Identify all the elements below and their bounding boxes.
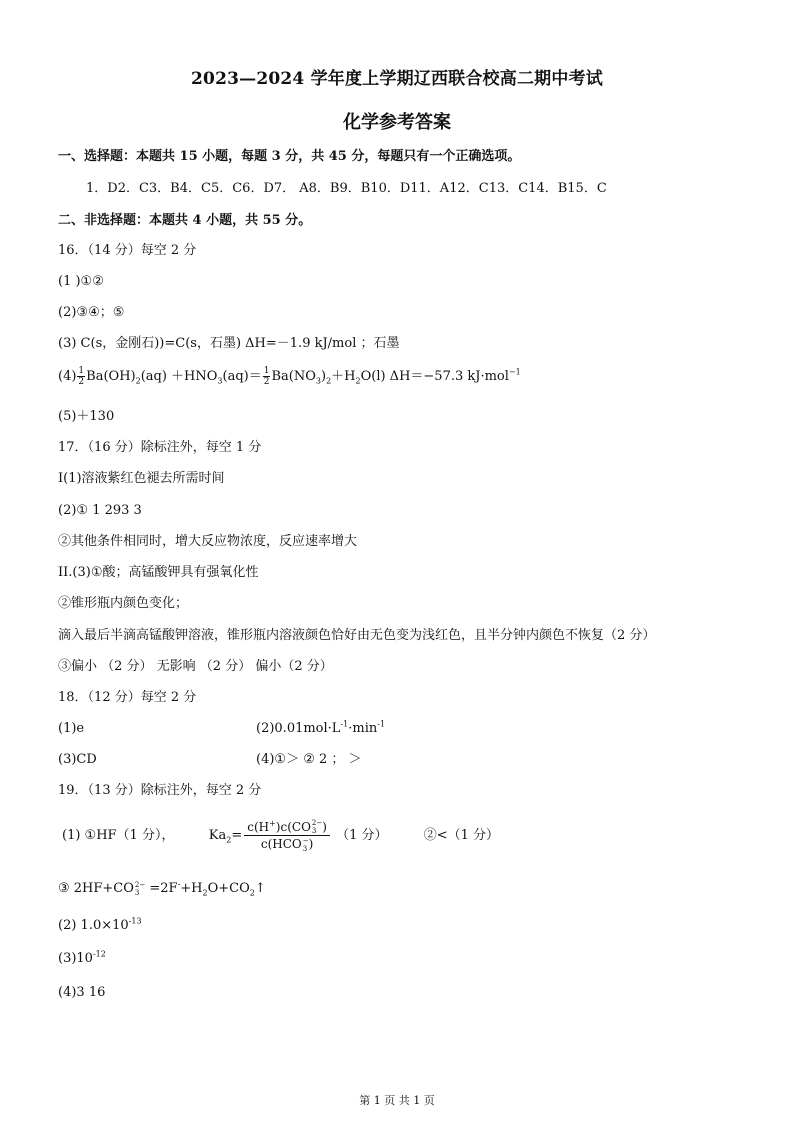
formula-part: O(l) ΔH＝−57.3 kJ·mol xyxy=(360,369,509,384)
q19-answer-3 xyxy=(58,950,106,968)
q18-header: 18．（12 分）每空 2 分 xyxy=(58,690,197,705)
half-fraction xyxy=(77,366,85,387)
formula-part: Ba(OH) xyxy=(86,369,136,384)
page-title: 2023—2024 学年度上学期辽西联合校高二期中考试 xyxy=(191,69,603,89)
q18-answer-4: (4)①＞ ② 2 ； ＞ xyxy=(256,752,362,767)
formula-subscript: 2 xyxy=(355,376,361,386)
formula-part: ) xyxy=(322,819,327,834)
ion-charge-stack xyxy=(312,819,322,835)
q17-i2b: ②其他条件相同时，增大反应物浓度，反应速率增大 xyxy=(58,534,358,549)
unit-exponent: -1 xyxy=(377,719,386,729)
formula-subscript: 2 xyxy=(249,888,255,898)
formula-part: c(H xyxy=(247,819,270,834)
formula-part: (aq) ＋HNO xyxy=(140,369,218,384)
fraction-numerator: 1 xyxy=(78,366,85,376)
q19-a1-part2: ②<（1 分） xyxy=(423,828,500,843)
charge: 2− xyxy=(311,819,323,827)
q19-answer-4: (4)3 16 xyxy=(58,985,106,1000)
q16-a4-label: (4) xyxy=(58,369,77,384)
formula-part: Ba(NO xyxy=(271,369,316,384)
formula-part: (aq)＝ xyxy=(222,369,262,384)
q16-answer-3: (3) C(s，金刚石))=C(s，石墨) ΔH=－1.9 kJ/mol ；石墨 xyxy=(58,336,400,351)
ka-subscript: 2 xyxy=(226,835,232,845)
formula-part: +H xyxy=(180,881,203,896)
q16-answer-5: (5)＋130 xyxy=(58,409,115,424)
formula-part: ③ 2HF+CO xyxy=(58,881,134,896)
charge: − xyxy=(302,836,309,845)
q17-header: 17．（16 分）除标注外，每空 1 分 xyxy=(58,440,262,455)
q17-ii3d: ③偏小 （2 分） 无影响 （2 分） 偏小（2 分） xyxy=(58,659,333,674)
q17-i2: (2)① 1 293 3 xyxy=(58,503,142,518)
formula-part: ) xyxy=(308,837,314,851)
q16-answer-1: (1 )①② xyxy=(58,274,104,289)
q16-header: 16．（14 分）每空 2 分 xyxy=(58,243,197,258)
formula-subscript: 3 xyxy=(217,376,223,386)
section1-heading: 一、选择题：本题共 15 小题，每题 3 分，共 45 分，每题只有一个正确选项。 xyxy=(58,149,521,164)
q17-i1: I(1)溶液紫红色褪去所需时间 xyxy=(58,471,225,486)
fraction-denominator: 2 xyxy=(263,377,270,387)
value: (2) 1.0×10 xyxy=(58,918,129,933)
section2-heading: 二、非选择题：本题共 4 小题，共 55 分。 xyxy=(58,213,312,228)
q19-header: 19．（13 分）除标注外，每空 2 分 xyxy=(58,783,262,798)
formula-subscript: 2 xyxy=(135,376,141,386)
half-fraction xyxy=(263,366,271,387)
rate-unit: ·min xyxy=(348,721,378,736)
exponent: -12 xyxy=(92,949,106,959)
q19-answer-2 xyxy=(58,917,142,935)
q16-answer-4 xyxy=(58,366,521,387)
fraction-denominator: 2 xyxy=(78,377,85,387)
gas-arrow: ↑ xyxy=(254,881,266,896)
exponent: -13 xyxy=(128,916,142,926)
subscript: 3 xyxy=(302,844,308,853)
subscript: 3 xyxy=(311,827,317,835)
q18-answer-1: (1)e xyxy=(58,721,85,736)
ion-charge-stack xyxy=(135,881,145,897)
formula-part: O+CO xyxy=(207,881,250,896)
formula-part: c(HCO xyxy=(260,837,302,851)
formula-part: ) xyxy=(320,369,327,384)
q16-answer-2: (2)③④；⑤ xyxy=(58,305,125,320)
rate-value: (2)0.01mol·L xyxy=(256,721,341,736)
ka-label: Ka xyxy=(208,828,227,843)
value: (3)10 xyxy=(58,951,93,966)
q17-ii3b: ②锥形瓶内颜色变化； xyxy=(58,596,189,611)
q18-answer-2 xyxy=(256,720,385,738)
ka-denominator xyxy=(244,836,330,853)
formula-subscript: 3 xyxy=(315,376,321,386)
formula-part: =2F xyxy=(145,881,178,896)
q19-answer-1 xyxy=(62,818,499,854)
subscript: 3 xyxy=(134,888,140,897)
section1-answers: 1．D2．C3．B4．C5．C6．D7． A8．B9．B10．D11．A12．C13．C14．B15．C xyxy=(86,181,607,196)
score-note: （1 分） xyxy=(336,828,388,843)
q18-answer-3: (3)CD xyxy=(58,752,97,767)
equals-sign: = xyxy=(231,828,243,843)
charge-superscript: + xyxy=(269,818,276,828)
q19-a1-text: (1) ①HF（1 分）， xyxy=(62,828,175,843)
formula-part: )c(CO xyxy=(275,819,311,834)
formula-subscript: 2 xyxy=(326,376,332,386)
ka-numerator xyxy=(244,819,330,837)
charge: 2− xyxy=(134,880,146,889)
formula-superscript: −1 xyxy=(508,367,521,377)
q17-ii3: II.(3)①酸；高锰酸钾具有强氧化性 xyxy=(58,565,259,580)
charge-superscript: - xyxy=(177,879,181,889)
formula-part: ＋H xyxy=(331,369,356,384)
page-footer: 第 1 页 共 1 页 xyxy=(359,1094,435,1107)
page-subtitle: 化学参考答案 xyxy=(343,112,451,133)
ka-fraction xyxy=(244,819,330,853)
q17-ii3c: 滴入最后半滴高锰酸钾溶液，锥形瓶内溶液颜色恰好由无色变为浅红色，且半分钟内颜色不恢复（2 分） xyxy=(58,628,656,643)
unit-exponent: -1 xyxy=(340,719,349,729)
q19-answer-1c xyxy=(58,880,266,898)
fraction-numerator: 1 xyxy=(263,366,270,376)
formula-subscript: 2 xyxy=(202,888,208,898)
